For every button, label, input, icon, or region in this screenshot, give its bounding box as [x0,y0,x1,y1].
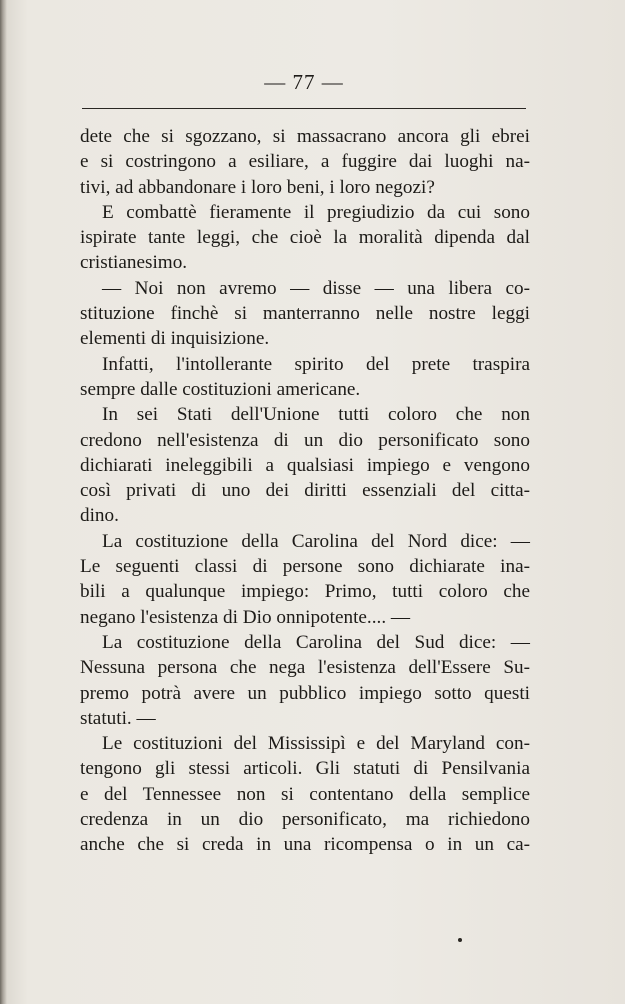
text-line: — Noi non avremo — disse — una libera co- [102,277,530,299]
binding-edge [0,0,7,1004]
text-line: dichiarati ineleggibili a qualsiasi impiego e vengono [80,454,530,476]
text-line: tengono gli stessi articoli. Gli statuti di Pensilvania [80,758,530,780]
text-line: ispirate tante leggi, che cioè la moralità dipenda dal [80,227,530,249]
text-line: bili a qualunque impiego: Primo, tutti coloro che [80,581,530,603]
text-line: La costituzione della Carolina del Nord dice: — [102,530,530,552]
text-line: Le seguenti classi di persone sono dichiarate ina- [80,556,530,578]
text-line: così privati di uno dei diritti essenziali del citta- [80,480,530,502]
ink-speck [458,938,462,942]
text-line: Infatti, l'intollerante spirito del prete traspira [102,353,530,375]
text-line: tivi, ad abbandonare i loro beni, i loro negozi? [80,176,435,198]
text-line: Le costituzioni del Mississipì e del Maryland con- [102,733,530,755]
page-number: — 77 — [264,70,344,94]
text-line: dino. [80,505,119,527]
text-line: negano l'esistenza di Dio onnipotente.... — [80,606,411,628]
text-line: premo potrà avere un pubblico impiego sotto questi [80,682,530,704]
header-rule [82,108,526,109]
text-line: statuti. — [80,707,156,729]
text-line: anche che si creda in una ricompensa o in un ca- [80,834,530,856]
text-line: e si costringono a esiliare, a fuggire dai luoghi na- [80,151,530,173]
body-text [80,124,530,858]
text-line: cristianesimo. [80,252,188,274]
text-line: credono nell'esistenza di un dio personificato sono [80,429,530,451]
text-line: La costituzione della Carolina del Sud dice: — [102,631,530,653]
text-line: E combattè fieramente il pregiudizio da cui sono [102,201,530,223]
text-line: Nessuna persona che nega l'esistenza dell'Essere Su- [80,657,530,679]
text-line: sempre dalle costituzioni americane. [80,378,361,400]
text-line: elementi di inquisizione. [80,328,270,350]
text-line: credenza in un dio personificato, ma richiedono [80,809,530,831]
text-line: e del Tennessee non si contentano della semplice [80,783,530,805]
text-line: dete che si sgozzano, si massacrano ancora gli ebrei [80,126,530,147]
text-line: In sei Stati dell'Unione tutti coloro che non [102,404,530,426]
text-line: stituzione finchè si manterranno nelle nostre leggi [80,303,530,325]
